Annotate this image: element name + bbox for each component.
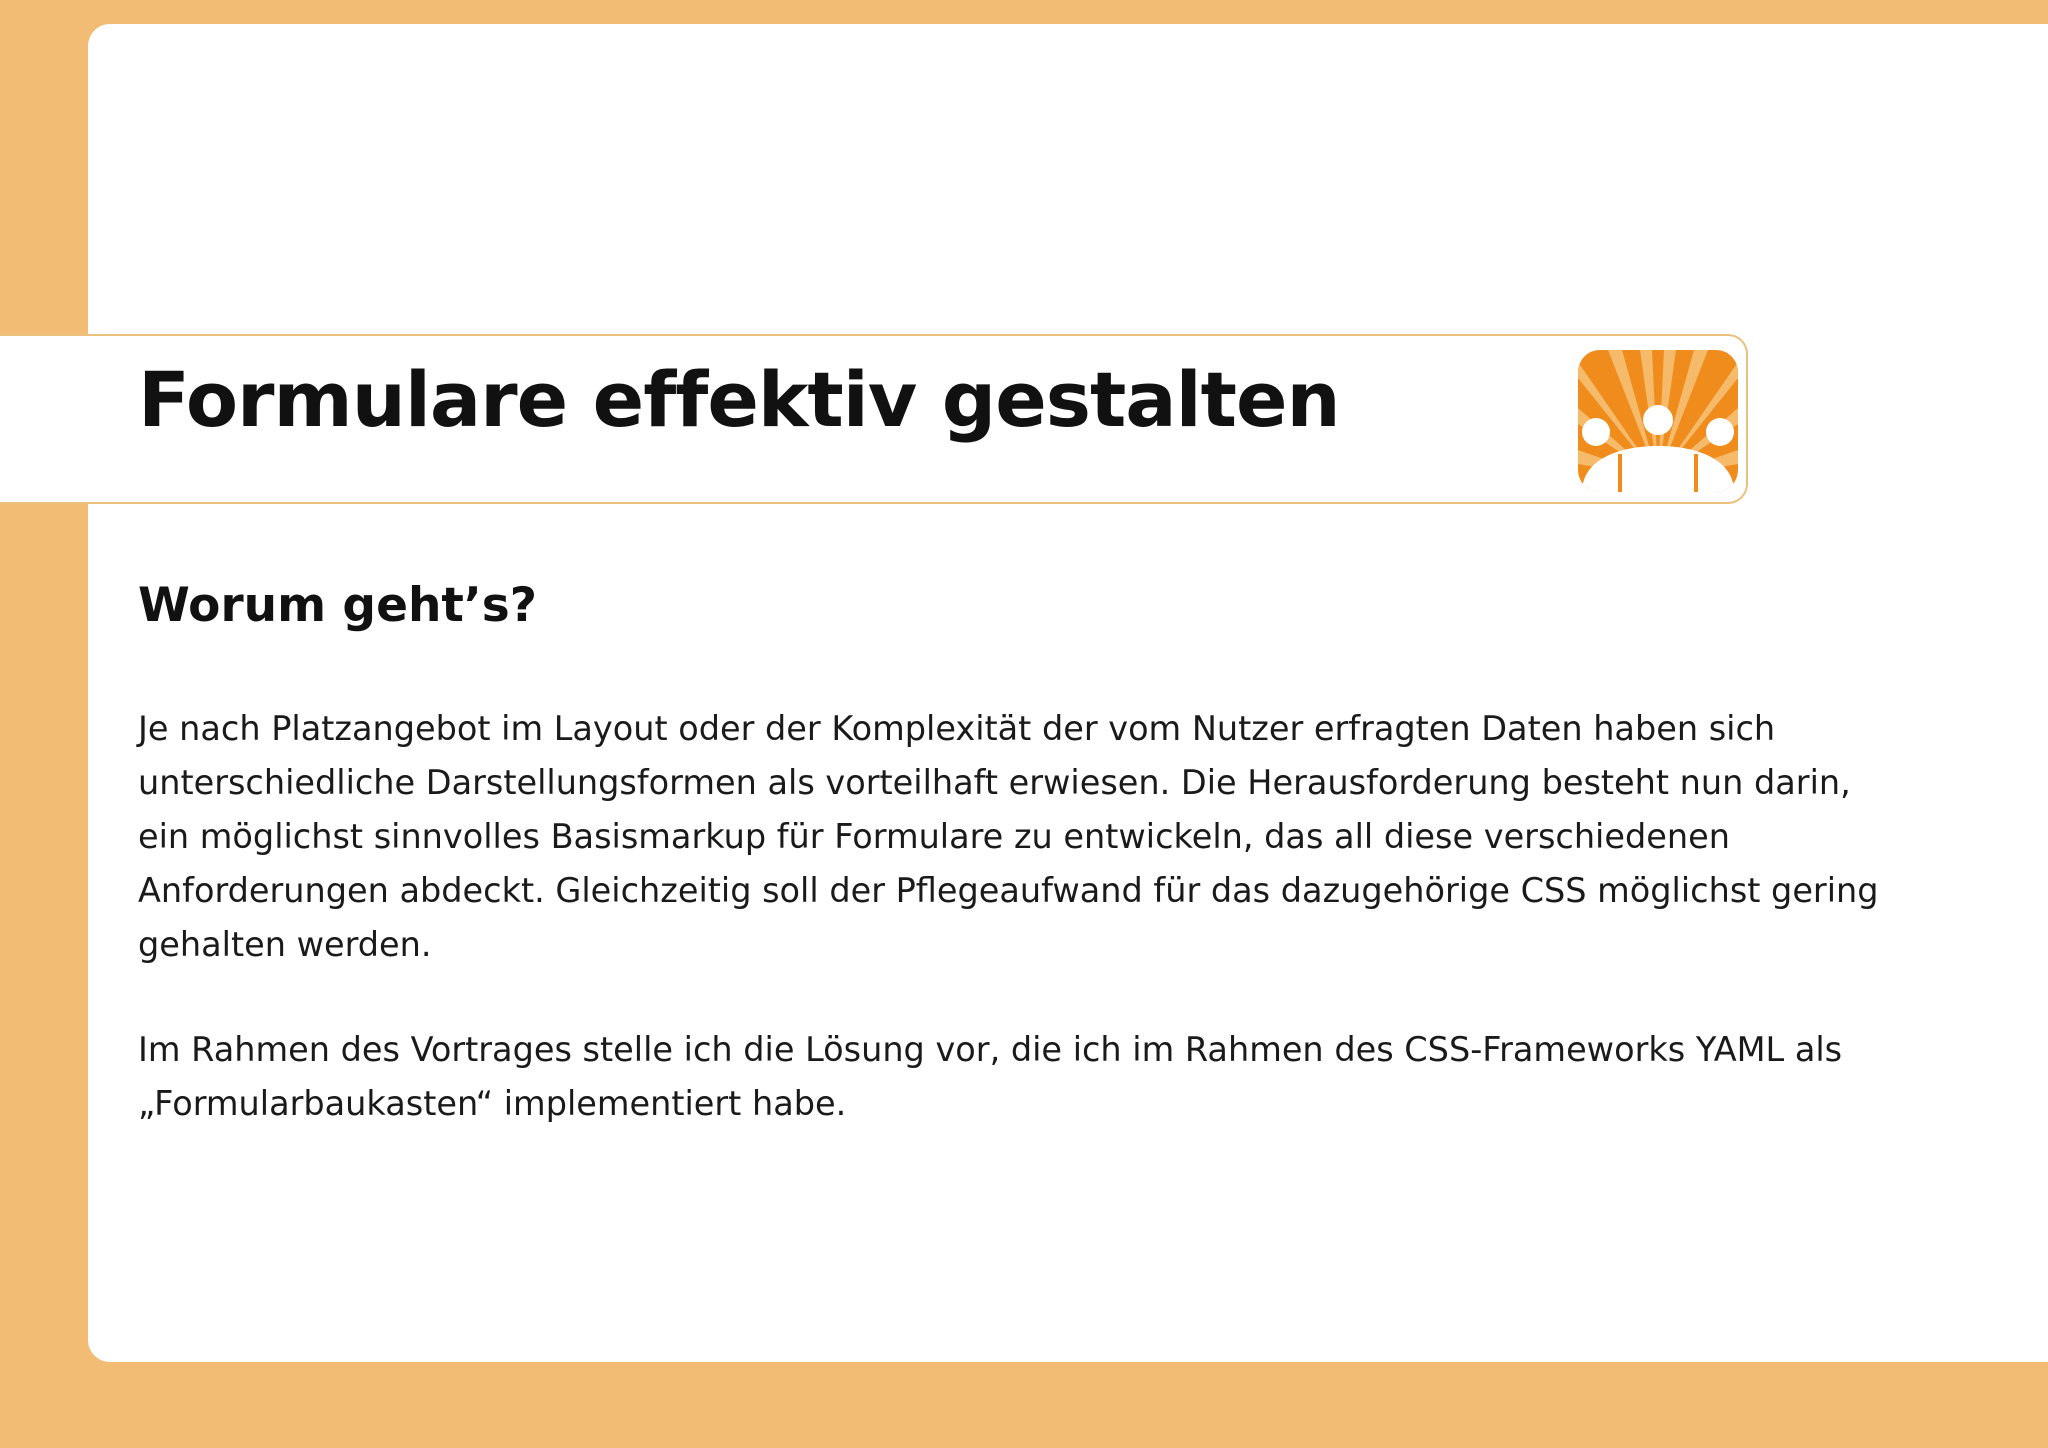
conference-logo-icon xyxy=(1578,350,1738,492)
paragraph-line: Im Rahmen des Vortrages stelle ich die Lösung vor, die ich im Rahmen des CSS-Frameworks YAML als xyxy=(138,1030,1843,1069)
paragraph-line: „Formularbaukasten“ implementiert habe. xyxy=(138,1084,847,1123)
paragraph-intro xyxy=(138,702,1958,972)
slide-card xyxy=(88,24,2048,1362)
paragraph-line: gehalten werden. xyxy=(138,925,432,964)
paragraph-talk xyxy=(138,1023,1958,1131)
section-heading: Worum geht’s? xyxy=(138,578,537,633)
paragraph-line: unterschiedliche Darstellungsformen als vorteilhaft erwiesen. Die Herausforderung besteht nun darin, xyxy=(138,763,1851,802)
paragraph-line: Je nach Platzangebot im Layout oder der Komplexität der vom Nutzer erfragten Daten haben sich xyxy=(138,709,1776,748)
paragraph-line: ein möglichst sinnvolles Basismarkup für Formulare zu entwickeln, das all diese verschiedenen xyxy=(138,817,1730,856)
paragraph-line: Anforderungen abdeckt. Gleichzeitig soll der Pflegeaufwand für das dazugehörige CSS möglichst gering xyxy=(138,871,1879,910)
slide-title: Formulare effektiv gestalten xyxy=(138,355,1340,444)
